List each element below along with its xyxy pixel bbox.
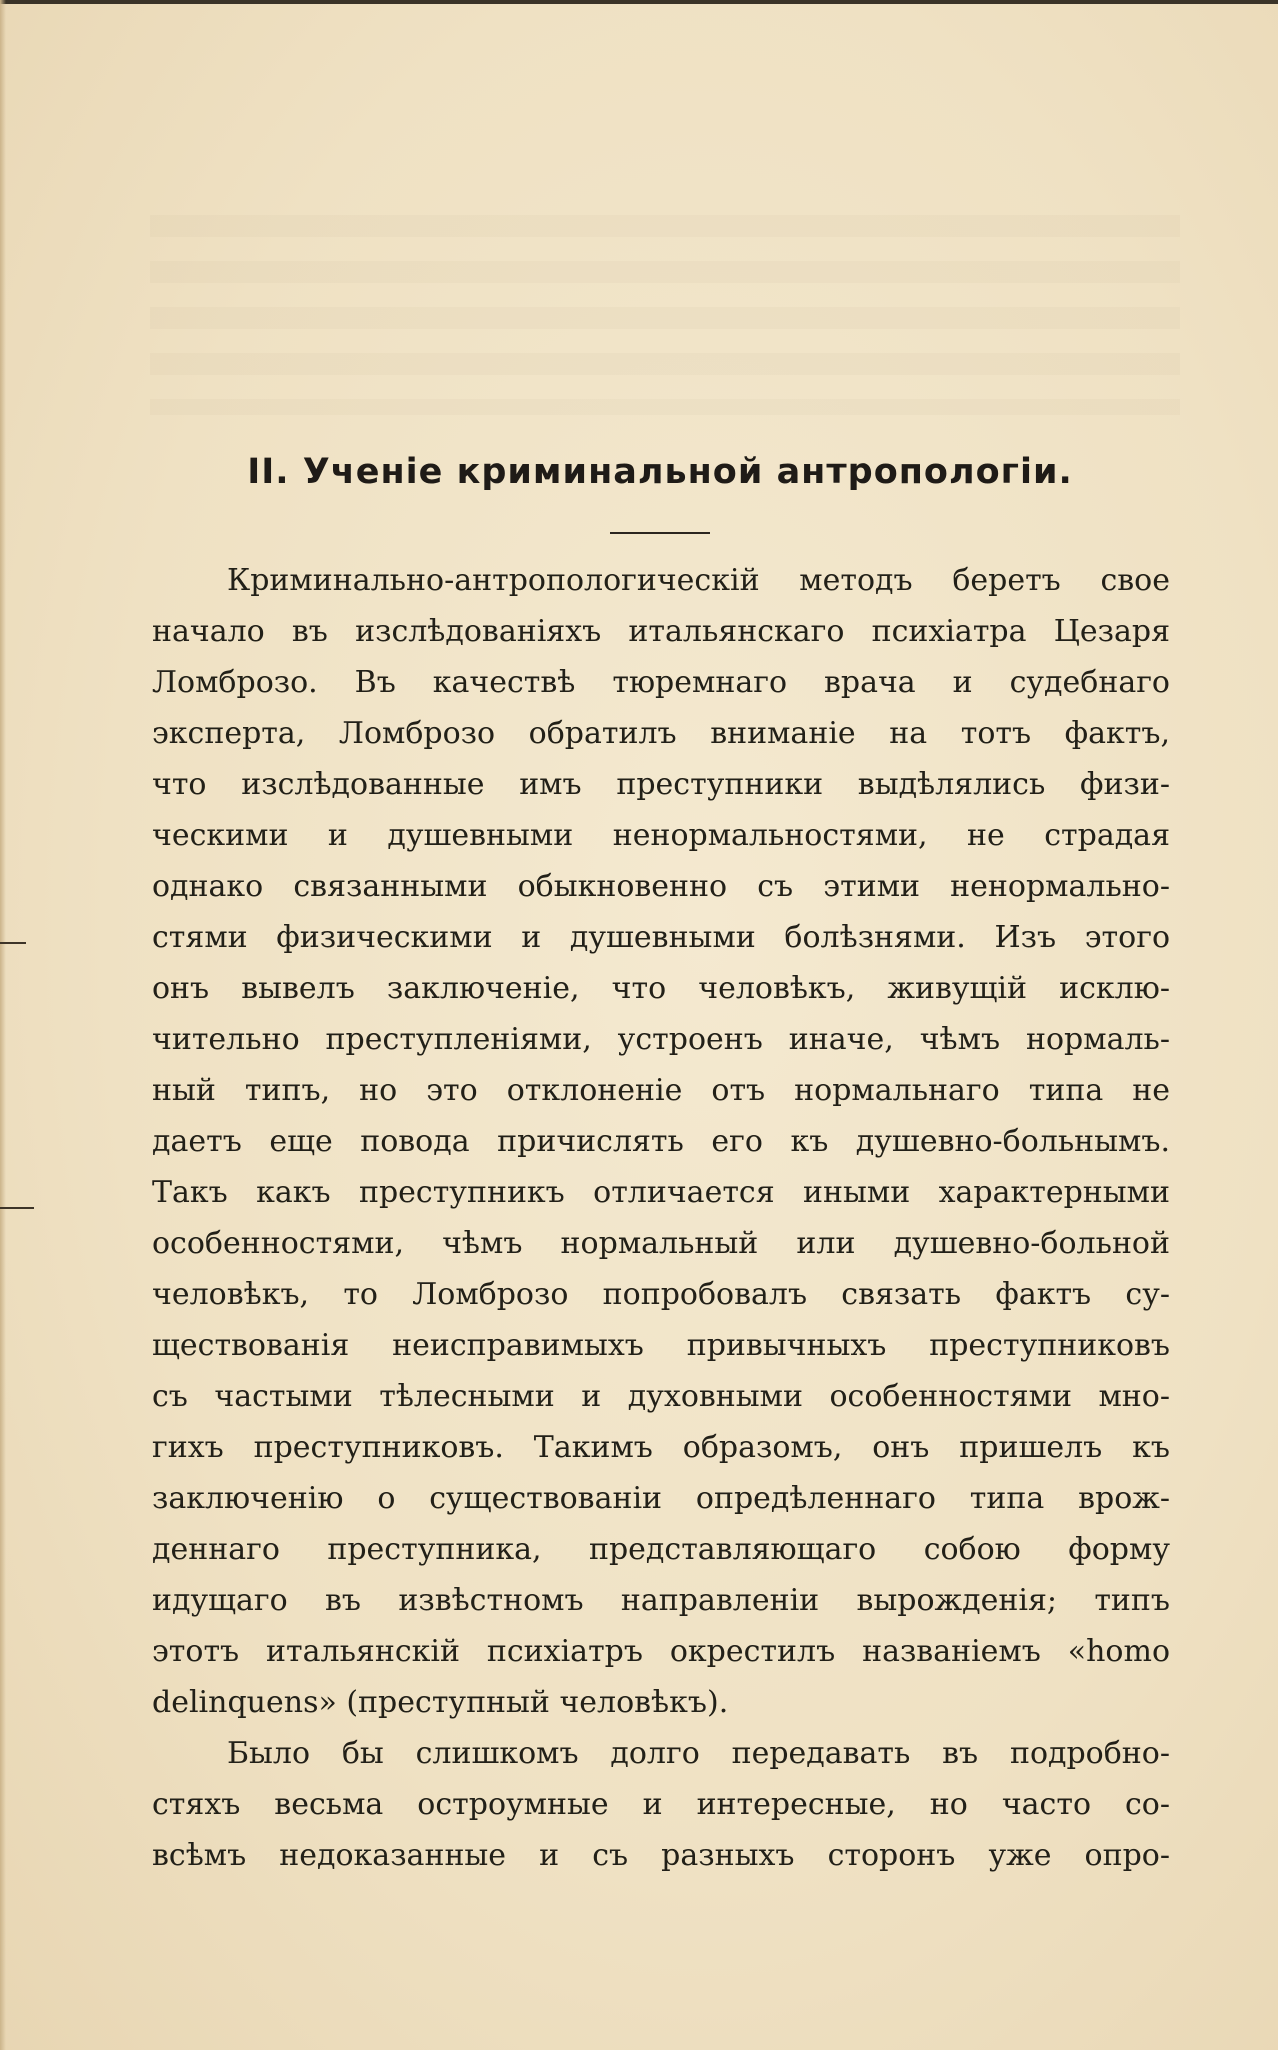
margin-mark — [0, 1207, 34, 1209]
text-line: эксперта, Ломброзо обратилъ вниманіе на тотъ фактъ, — [152, 716, 1170, 751]
text-line: особенностями, чѣмъ нормальный или душевно-больной — [152, 1226, 1170, 1261]
page-top-edge — [0, 0, 1278, 4]
text-line: Такъ какъ преступникъ отличается иными характерными — [152, 1175, 1170, 1210]
text-line: начало въ изслѣдованіяхъ итальянскаго психіатра Цезаря — [152, 614, 1170, 649]
text-line: чительно преступленіями, устроенъ иначе, чѣмъ нормаль- — [152, 1022, 1170, 1057]
text-line: гихъ преступниковъ. Такимъ образомъ, онъ пришелъ къ — [152, 1430, 1170, 1465]
text-line: Ломброзо. Въ качествѣ тюремнаго врача и судебнаго — [152, 665, 1170, 700]
text-line: стями физическими и душевными болѣзнями. Изъ этого — [152, 920, 1170, 955]
text-line: заключенію о существованіи опредѣленнаго типа врож- — [152, 1481, 1170, 1516]
text-line: однако связанными обыкновенно съ этими ненормально- — [152, 869, 1170, 904]
text-line: идущаго въ извѣстномъ направленіи вырожденія; типъ — [152, 1583, 1170, 1618]
title-divider — [610, 532, 710, 534]
text-line: стяхъ весьма остроумные и интересные, но часто со- — [152, 1787, 1170, 1822]
text-line: что изслѣдованные имъ преступники выдѣлялись физи- — [152, 767, 1170, 802]
text-line: съ частыми тѣлесными и духовными особенностями мно- — [152, 1379, 1170, 1414]
margin-mark — [0, 942, 26, 944]
chapter-title: II. Ученіе криминальной антропологіи. — [247, 452, 1073, 492]
text-line: delinquens» (преступный человѣкъ). — [152, 1685, 729, 1720]
text-line: человѣкъ, то Ломброзо попробовалъ связать фактъ су- — [152, 1277, 1170, 1312]
text-line: Было бы слишкомъ долго передавать въ подробно- — [227, 1736, 1170, 1771]
text-line: ный типъ, но это отклоненіе отъ нормальнаго типа не — [152, 1073, 1170, 1108]
text-line: онъ вывелъ заключеніе, что человѣкъ, живущій исклю- — [152, 971, 1170, 1006]
page-binding-shadow — [0, 0, 6, 2050]
text-line: ществованія неисправимыхъ привычныхъ преступниковъ — [152, 1328, 1170, 1363]
body-text — [152, 555, 1170, 1881]
text-line: Криминально-антропологическій методъ беретъ свое — [227, 563, 1170, 598]
text-line: этотъ итальянскій психіатръ окрестилъ названіемъ «homo — [152, 1634, 1170, 1669]
text-line: ческими и душевными ненормальностями, не страдая — [152, 818, 1170, 853]
text-line: всѣмъ недоказанные и съ разныхъ сторонъ уже опро- — [152, 1838, 1170, 1873]
show-through-texture — [150, 215, 1180, 415]
text-line: даетъ еще повода причислять его къ душевно-больнымъ. — [152, 1124, 1170, 1159]
text-line: деннаго преступника, представляющаго собою форму — [152, 1532, 1170, 1567]
